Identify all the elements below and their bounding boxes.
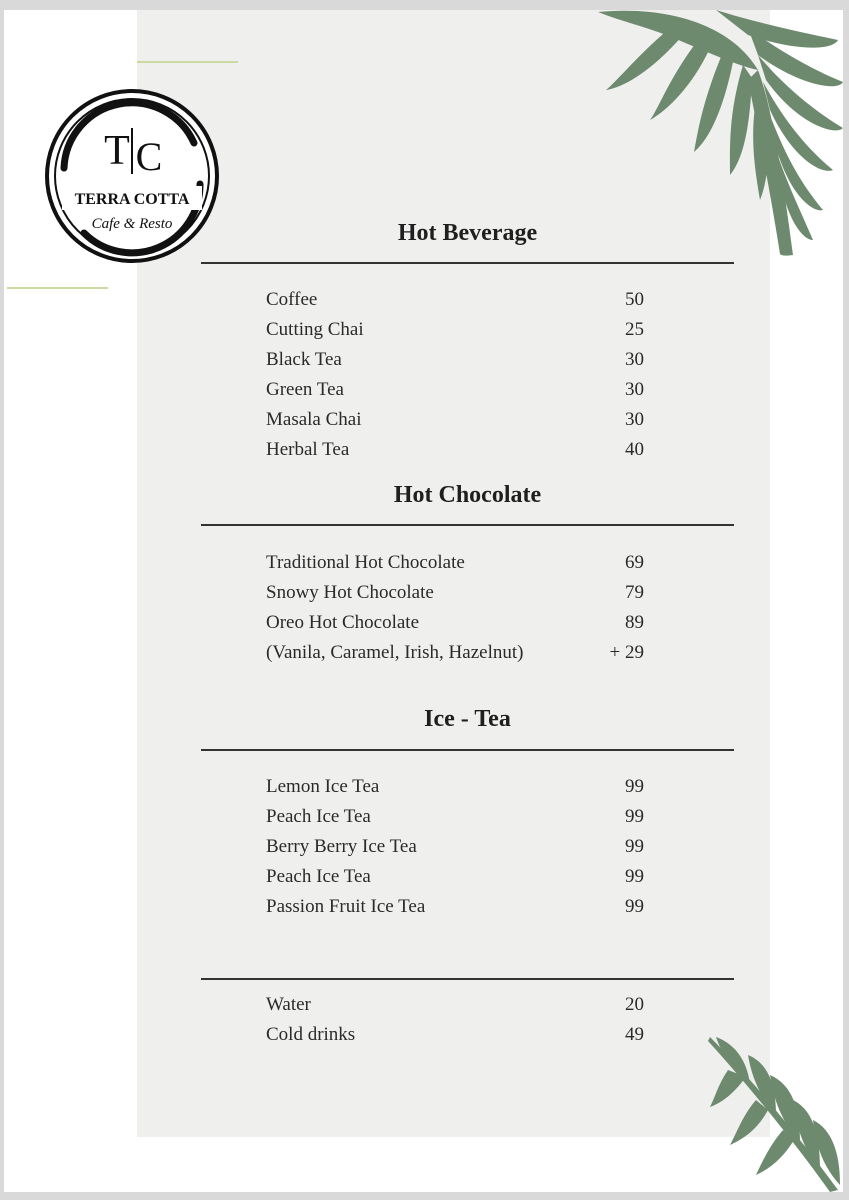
item-name: Cutting Chai <box>266 319 364 340</box>
item-name: Water <box>266 994 311 1015</box>
menu-item <box>266 285 644 315</box>
menu-item <box>266 315 644 345</box>
item-name: Masala Chai <box>266 409 362 430</box>
item-name: Passion Fruit Ice Tea <box>266 896 426 917</box>
menu-list-hot-chocolate <box>266 548 644 668</box>
menu-item <box>266 638 644 668</box>
menu-item <box>266 990 644 1020</box>
logo-monogram-right: C <box>135 134 163 179</box>
item-price: 99 <box>625 866 644 887</box>
menu-item <box>266 862 644 892</box>
menu-item <box>266 802 644 832</box>
item-price: 79 <box>625 582 644 603</box>
logo-tagline: Cafe & Resto <box>91 216 173 232</box>
menu-item <box>266 1020 644 1050</box>
logo-brand-name: TERRA COTTA <box>74 191 190 208</box>
section-divider <box>201 749 734 751</box>
menu-list-ice-tea <box>266 772 644 922</box>
item-name: Peach Ice Tea <box>266 866 371 887</box>
menu-item <box>266 608 644 638</box>
section-title-ice-tea: Ice - Tea <box>424 706 511 732</box>
item-price: 50 <box>625 289 644 310</box>
menu-item <box>266 832 644 862</box>
item-name: Cold drinks <box>266 1024 356 1045</box>
menu-item <box>266 345 644 375</box>
item-price: 69 <box>625 552 644 573</box>
item-price: 40 <box>625 439 644 460</box>
item-price: 30 <box>625 379 644 400</box>
item-name: Peach Ice Tea <box>266 806 371 827</box>
logo-emblem <box>44 88 220 264</box>
item-name: (Vanila, Caramel, Irish, Hazelnut) <box>266 642 524 663</box>
accent-line-left <box>7 287 108 289</box>
section-title-hot-beverage: Hot Beverage <box>397 220 538 246</box>
menu-item <box>266 892 644 922</box>
item-price: + 29 <box>609 642 644 663</box>
menu-item <box>266 435 644 465</box>
menu-page <box>4 10 843 1192</box>
item-price: 30 <box>625 349 644 370</box>
item-name: Herbal Tea <box>266 439 350 460</box>
section-divider <box>201 524 734 526</box>
menu-item <box>266 375 644 405</box>
item-price: 20 <box>625 994 644 1015</box>
menu-item <box>266 772 644 802</box>
item-name: Green Tea <box>266 379 344 400</box>
item-name: Traditional Hot Chocolate <box>266 552 465 573</box>
menu-item <box>266 405 644 435</box>
item-name: Coffee <box>266 289 318 310</box>
item-name: Berry Berry Ice Tea <box>266 836 417 857</box>
item-price: 99 <box>625 836 644 857</box>
item-price: 49 <box>625 1024 644 1045</box>
item-price: 99 <box>625 776 644 797</box>
item-name: Black Tea <box>266 349 342 370</box>
item-name: Lemon Ice Tea <box>266 776 380 797</box>
menu-list-other-drinks <box>266 990 644 1050</box>
logo-monogram-left: T <box>104 128 130 174</box>
terra-cotta-logo <box>44 88 220 264</box>
item-price: 89 <box>625 612 644 633</box>
section-divider <box>201 262 734 264</box>
menu-list-hot-beverage <box>266 285 644 465</box>
leaf-decoration-bottom-icon <box>708 1035 843 1192</box>
section-divider <box>201 978 734 980</box>
item-name: Oreo Hot Chocolate <box>266 612 420 633</box>
item-price: 99 <box>625 896 644 917</box>
item-name: Snowy Hot Chocolate <box>266 582 434 603</box>
menu-item <box>266 578 644 608</box>
item-price: 99 <box>625 806 644 827</box>
item-price: 25 <box>625 319 644 340</box>
item-price: 30 <box>625 409 644 430</box>
menu-item <box>266 548 644 578</box>
accent-line-top <box>137 61 238 63</box>
section-title-hot-chocolate: Hot Chocolate <box>393 482 542 508</box>
